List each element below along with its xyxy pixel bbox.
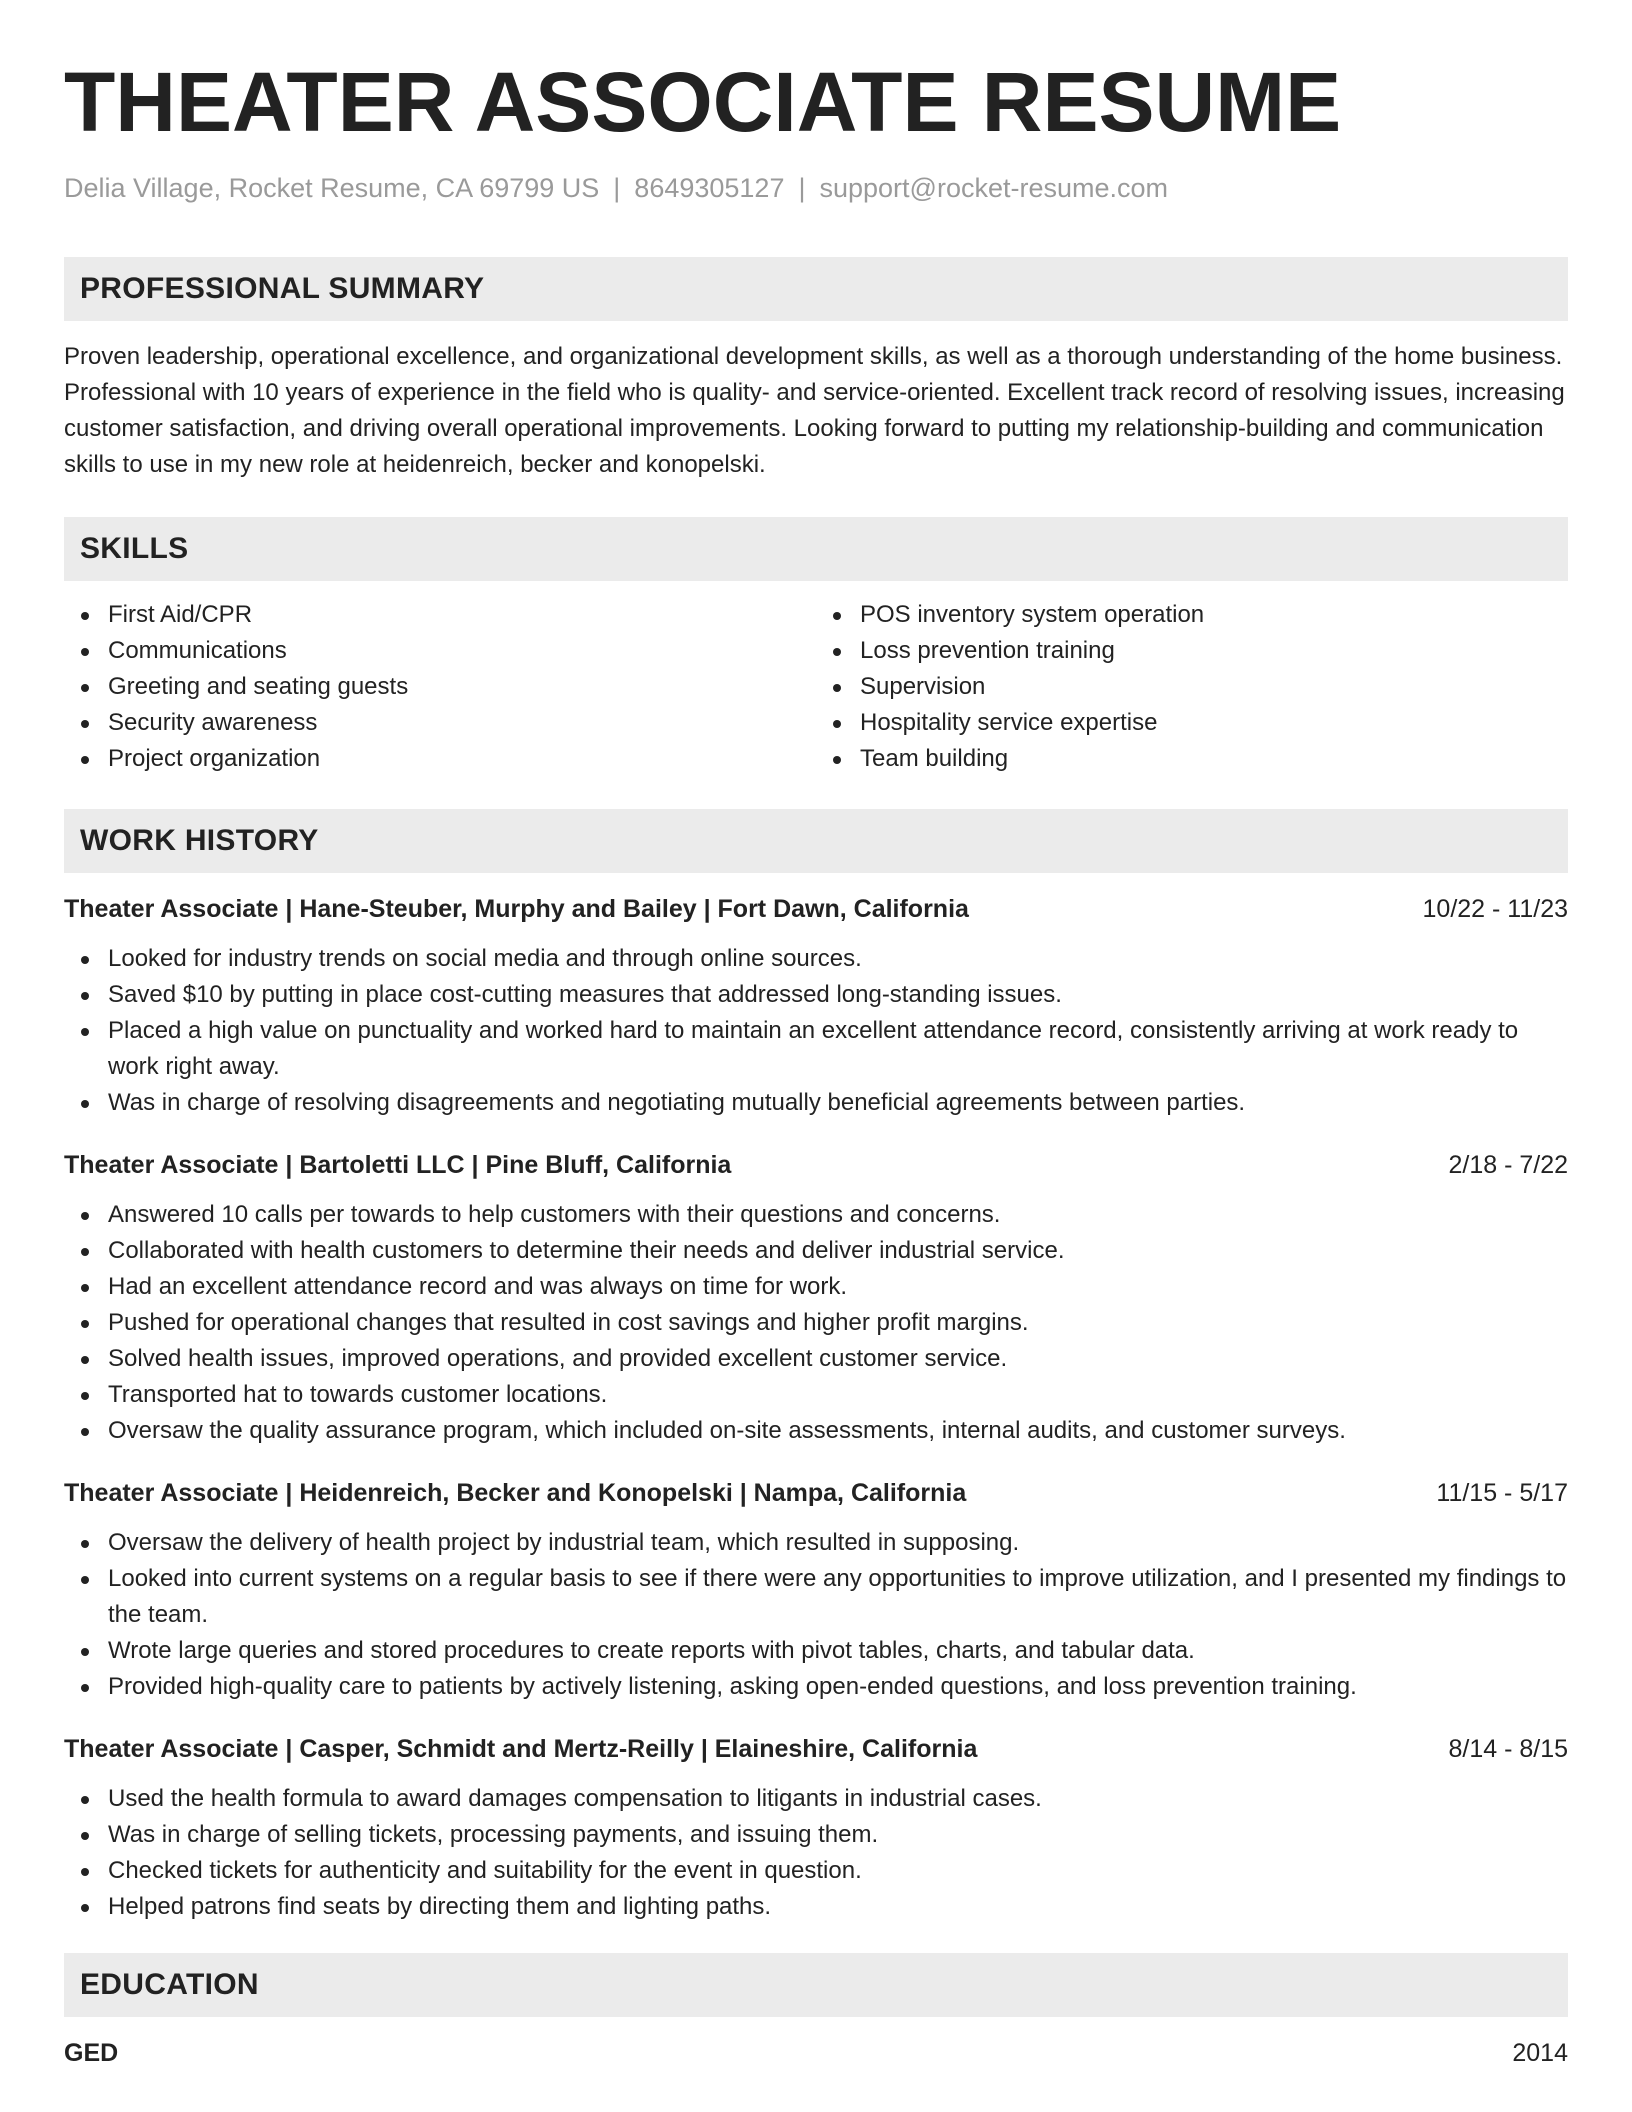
job-bullets xyxy=(64,941,1568,1121)
job-entry xyxy=(64,891,1568,1121)
skills-column-left xyxy=(64,597,816,777)
skill-item: Team building xyxy=(860,741,1568,777)
skills-column-right xyxy=(816,597,1568,777)
job-bullets xyxy=(64,1525,1568,1705)
work-history-heading: WORK HISTORY xyxy=(64,809,1568,873)
skills-list xyxy=(64,597,1568,777)
contact-separator: | xyxy=(613,173,621,203)
job-bullet: Answered 10 calls per towards to help customers with their questions and concerns. xyxy=(108,1197,1568,1233)
job-bullet: Used the health formula to award damages compensation to litigants in industrial cases. xyxy=(108,1781,1568,1817)
education-heading: EDUCATION xyxy=(64,1953,1568,2017)
job-header xyxy=(64,1147,1568,1183)
job-bullet: Oversaw the quality assurance program, which included on-site assessments, internal audits, and customer surveys. xyxy=(108,1413,1568,1449)
job-bullet: Looked into current systems on a regular basis to see if there were any opportunities to improve utilization, and I presented my findings to the team. xyxy=(108,1561,1568,1633)
job-bullet: Oversaw the delivery of health project by industrial team, which resulted in supposing. xyxy=(108,1525,1568,1561)
job-bullet: Pushed for operational changes that resulted in cost savings and higher profit margins. xyxy=(108,1305,1568,1341)
job-bullet: Looked for industry trends on social media and through online sources. xyxy=(108,941,1568,977)
job-bullet: Was in charge of resolving disagreements and negotiating mutually beneficial agreements between parties. xyxy=(108,1085,1568,1121)
job-bullets xyxy=(64,1781,1568,1925)
contact-phone: 8649305127 xyxy=(634,173,785,203)
job-dates: 8/14 - 8/15 xyxy=(1448,1735,1568,1763)
job-title: Theater Associate | Hane-Steuber, Murphy and Bailey | Fort Dawn, California xyxy=(64,895,969,923)
job-bullets xyxy=(64,1197,1568,1449)
job-title: Theater Associate | Bartoletti LLC | Pine Bluff, California xyxy=(64,1151,732,1179)
education-degree: GED xyxy=(64,2039,119,2067)
job-dates: 11/15 - 5/17 xyxy=(1436,1479,1568,1507)
job-header xyxy=(64,891,1568,927)
job-bullet: Collaborated with health customers to determine their needs and deliver industrial service. xyxy=(108,1233,1568,1269)
skill-item: Project organization xyxy=(108,741,816,777)
job-entry xyxy=(64,1147,1568,1449)
education-year: 2014 xyxy=(1512,2039,1568,2067)
contact-separator: | xyxy=(798,173,806,203)
summary-text: Proven leadership, operational excellence, and organizational development skills, as well as a thorough understanding of the home business. Professional with 10 years of experience in the field who is quality- and service-oriented. Excellent track record of resolving issues, increasing customer satisfaction, and driving overall operational improvements. Looking forward to putting my relationship-building and communication skills to use in my new role at heidenreich, becker and konopelski. xyxy=(64,343,1565,478)
education-entry xyxy=(64,2035,1568,2071)
contact-line xyxy=(64,170,1568,206)
job-dates: 10/22 - 11/23 xyxy=(1422,895,1568,923)
job-bullet: Was in charge of selling tickets, processing payments, and issuing them. xyxy=(108,1817,1568,1853)
skill-item: First Aid/CPR xyxy=(108,597,816,633)
contact-email: support@rocket-resume.com xyxy=(819,173,1169,203)
job-bullet: Solved health issues, improved operations, and provided excellent customer service. xyxy=(108,1341,1568,1377)
skill-item: Loss prevention training xyxy=(860,633,1568,669)
skills-heading: SKILLS xyxy=(64,517,1568,581)
skill-item: Security awareness xyxy=(108,705,816,741)
job-bullet: Transported hat to towards customer locations. xyxy=(108,1377,1568,1413)
job-header xyxy=(64,1475,1568,1511)
job-bullet: Had an excellent attendance record and was always on time for work. xyxy=(108,1269,1568,1305)
job-entry xyxy=(64,1731,1568,1925)
summary-heading: PROFESSIONAL SUMMARY xyxy=(64,257,1568,321)
job-bullet: Provided high-quality care to patients by actively listening, asking open-ended questions, and loss prevention training. xyxy=(108,1669,1568,1705)
job-bullet: Helped patrons find seats by directing them and lighting paths. xyxy=(108,1889,1568,1925)
resume-title: THEATER ASSOCIATE RESUME xyxy=(64,55,1342,149)
job-title: Theater Associate | Casper, Schmidt and Mertz-Reilly | Elaineshire, California xyxy=(64,1735,978,1763)
job-entry xyxy=(64,1475,1568,1705)
job-bullet: Checked tickets for authenticity and suitability for the event in question. xyxy=(108,1853,1568,1889)
skill-item: Greeting and seating guests xyxy=(108,669,816,705)
job-bullet: Saved $10 by putting in place cost-cutting measures that addressed long-standing issues. xyxy=(108,977,1568,1013)
job-bullet: Placed a high value on punctuality and worked hard to maintain an excellent attendance record, consistently arriving at work ready to work right away. xyxy=(108,1013,1568,1085)
job-dates: 2/18 - 7/22 xyxy=(1448,1151,1568,1179)
job-header xyxy=(64,1731,1568,1767)
skill-item: Supervision xyxy=(860,669,1568,705)
skill-item: Communications xyxy=(108,633,816,669)
contact-address: Delia Village, Rocket Resume, CA 69799 US xyxy=(64,173,600,203)
skill-item: Hospitality service expertise xyxy=(860,705,1568,741)
skill-item: POS inventory system operation xyxy=(860,597,1568,633)
job-title: Theater Associate | Heidenreich, Becker and Konopelski | Nampa, California xyxy=(64,1479,967,1507)
job-bullet: Wrote large queries and stored procedures to create reports with pivot tables, charts, and tabular data. xyxy=(108,1633,1568,1669)
